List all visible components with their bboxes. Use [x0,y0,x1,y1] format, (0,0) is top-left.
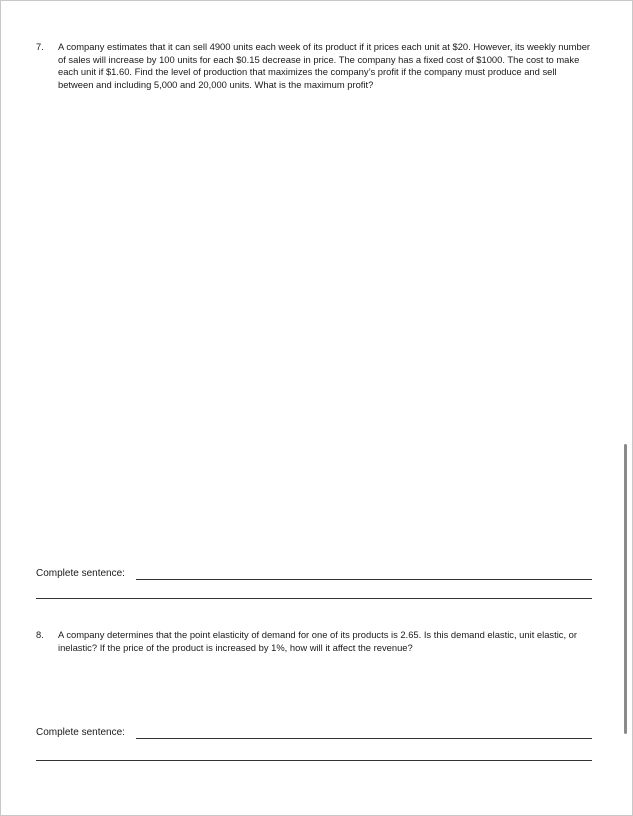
question-text: A company estimates that it can sell 4900 units each week of its product if it prices each unit at $20. However, its weekly number of sales will increase by 100 units for each $0.15 decrease in price. The company has a fixed cost of $1000. The cost to make each unit if $1.60. Find the level of production that maximizes the company’s profit if the company must produce and sell between and including 5,000 and 20,000 units. What is the maximum profit? [58,41,591,90]
question-number: 7. [36,41,44,52]
question-7 [36,41,592,91]
answer-line-continued[interactable] [36,598,592,599]
complete-sentence-7 [36,568,592,582]
answer-line[interactable] [136,579,592,580]
complete-sentence-label: Complete sentence: [36,568,125,579]
answer-line-continued[interactable] [36,760,592,761]
question-text: A company determines that the point elasticity of demand for one of its products is 2.65. Is this demand elastic, unit elastic, or inelastic? If the price of the product is increased by 1%, how will it affect the revenue? [58,629,578,653]
answer-line[interactable] [136,738,592,739]
complete-sentence-8 [36,727,592,741]
complete-sentence-label: Complete sentence: [36,727,125,738]
question-8 [36,629,592,654]
question-number: 8. [36,629,44,640]
scrollbar-thumb[interactable] [624,444,627,734]
